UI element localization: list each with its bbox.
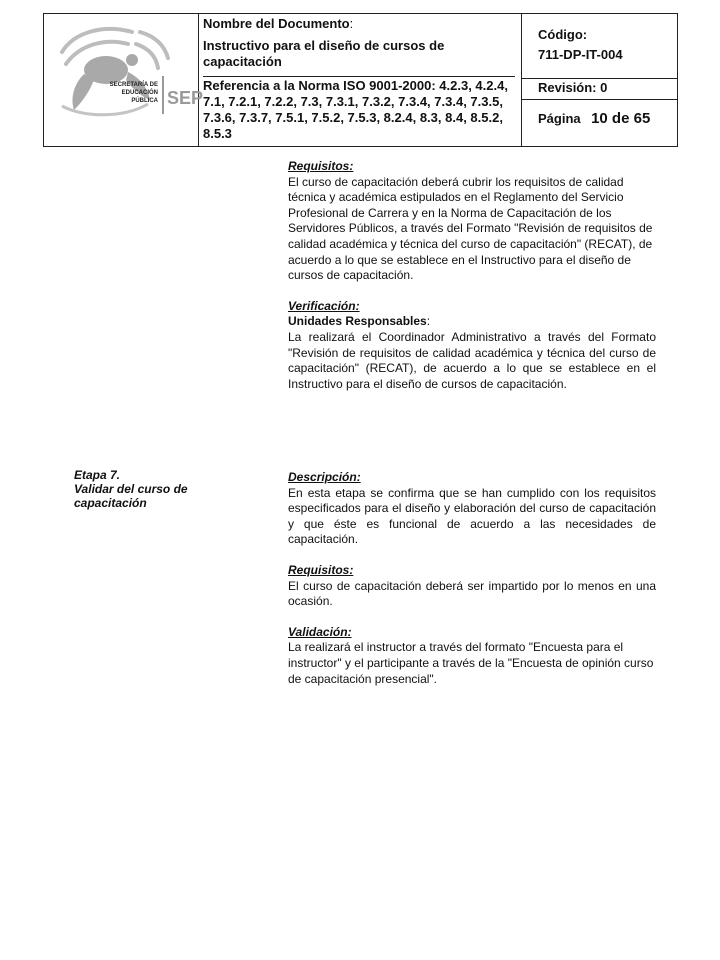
svg-text:PÚBLICA: PÚBLICA: [131, 98, 158, 104]
validacion-text: La realizará el instructor a través del formato "Encuesta para el instructor" y el participante a través de la "Encuesta de opinión curso de capacitación presencial".: [288, 640, 654, 686]
section-stage6-continued: [288, 159, 656, 392]
page-label: Página: [538, 111, 581, 126]
requisitos-text: El curso de capacitación deberá cubrir los requisitos de calidad técnica y académica estipulados en el Reglamento del Servicio Profesional de Carrera y en la Norma de Capacitación de los Servidores Públicos, a través del Formato "Revisión de requisitos de calidad académica y técnica del curso de capacitación" (RECAT), de acuerdo a lo que se establece en el Instructivo para el diseño de cursos de capacitación.: [288, 174, 653, 283]
svg-text:SECRETARÍA DE: SECRETARÍA DE: [109, 82, 158, 88]
stage-label-block: [74, 468, 244, 510]
verificacion-text: La realizará el Coordinador Administrativo a través del Formato "Revisión de requisitos de calidad académica y técnica del curso de capacitación" (RECAT), de acuerdo a lo que se establece en el Instructivo para el diseño de cursos de capacitación.: [288, 329, 656, 391]
sep-logo: [44, 14, 204, 146]
document-name-block: [203, 16, 515, 77]
requisitos-heading: Requisitos:: [288, 562, 354, 577]
page-value: 10 de 65: [591, 110, 651, 127]
iso-reference: Referencia a la Norma ISO 9001-2000: 4.2.3, 4.2.4, 7.1, 7.2.1, 7.2.2, 7.3, 7.3.1, 7.3.2, 7.3.4, 7.3.4, 7.3.5, 7.3.6, 7.3.7, 7.5.1, 7.5.2, 7.5.3, 8.2.4, 8.3, 8.4, 8.5.2, 8.5.3: [203, 78, 508, 141]
stage-title: Validar del curso de capacitación: [74, 482, 188, 510]
revision-label: Revisión: 0: [538, 80, 608, 95]
code-label: Código:: [538, 27, 588, 42]
page-number-block: [538, 110, 650, 128]
code-block: [522, 14, 677, 79]
document-name-label: Nombre del Documento: [203, 16, 350, 31]
svg-text:EDUCACIÓN: EDUCACIÓN: [121, 90, 158, 96]
document-title: Instructivo para el diseño de cursos de capacitación: [203, 38, 445, 69]
revision-block: [522, 78, 677, 100]
eagle-emblem-icon: [44, 14, 204, 146]
document-info-cell: [199, 14, 522, 146]
svg-text:SEP: SEP: [167, 88, 204, 108]
unidades-colon: :: [426, 314, 431, 329]
unidades-label: Unidades Responsables: [288, 314, 427, 329]
descripcion-text: En esta etapa se confirma que se han cumplido con los requisitos especificados para el diseño y elaboración del curso de capacitación y que éste es funcional de acuerdo a las necesidades de capacitación.: [288, 485, 656, 547]
stage-number: Etapa 7.: [74, 468, 121, 482]
document-name-colon: :: [349, 16, 354, 31]
verificacion-heading: Verificación:: [288, 298, 360, 313]
descripcion-heading: Descripción:: [288, 470, 361, 484]
section-stage7: [288, 470, 656, 687]
document-header: [43, 13, 678, 147]
validacion-heading: Validación:: [288, 624, 352, 639]
document-code-cell: [522, 14, 677, 146]
requisitos-heading: Requisitos:: [288, 159, 354, 173]
code-value: 711-DP-IT-004: [538, 47, 623, 62]
requisitos-text: El curso de capacitación deberá ser impartido por lo menos en una ocasión.: [288, 578, 656, 609]
